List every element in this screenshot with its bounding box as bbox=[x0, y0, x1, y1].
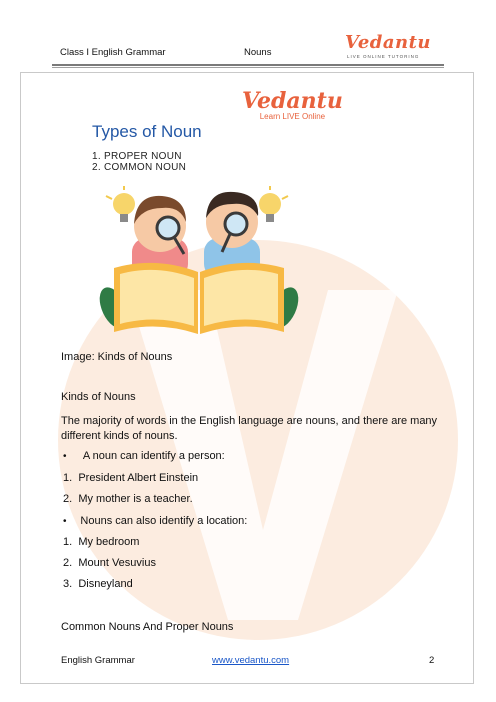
list-text: President Albert Einstein bbox=[78, 472, 199, 484]
lightbulb-icon-right bbox=[259, 186, 288, 222]
lightbulb-icon-left bbox=[106, 186, 135, 222]
header-topic: Nouns bbox=[244, 47, 272, 58]
bullet-item bbox=[63, 515, 247, 527]
bullet-item bbox=[63, 450, 225, 462]
bullet-icon: • bbox=[63, 451, 81, 462]
page-number: 2 bbox=[429, 655, 435, 666]
list-item bbox=[63, 578, 133, 590]
list-text: Disneyland bbox=[78, 578, 133, 590]
list-number: 2. bbox=[63, 557, 73, 569]
header-logo bbox=[345, 32, 432, 59]
list-item bbox=[63, 472, 198, 484]
section-heading-common-proper: Common Nouns And Proper Nouns bbox=[61, 621, 234, 633]
intro-paragraph: The majority of words in the English language are nouns, and there are many different kinds of nouns. bbox=[61, 415, 438, 442]
list-text: My bedroom bbox=[78, 536, 140, 548]
list-text: My mother is a teacher. bbox=[78, 493, 193, 505]
footer-link[interactable]: www.vedantu.com bbox=[212, 655, 290, 666]
list-number: 1. bbox=[63, 472, 73, 484]
footer-left: English Grammar bbox=[61, 655, 135, 666]
section-heading-kinds: Kinds of Nouns bbox=[61, 391, 136, 403]
list-number: 1. bbox=[63, 536, 73, 548]
illustration-title: Types of Noun bbox=[92, 122, 202, 141]
list-item bbox=[63, 493, 193, 505]
image-caption: Image: Kinds of Nouns bbox=[61, 351, 173, 363]
list-number: 3. bbox=[63, 578, 73, 590]
list-text: Mount Vesuvius bbox=[78, 557, 156, 569]
bullet-text: Nouns can also identify a location: bbox=[80, 515, 248, 527]
list-number: 2. bbox=[63, 493, 73, 505]
list-item bbox=[63, 557, 156, 569]
header-rule bbox=[52, 64, 444, 66]
illustration-logo bbox=[242, 88, 343, 121]
illustration-line-1: 1. PROPER NOUN bbox=[92, 151, 182, 162]
illustration-line-2: 2. COMMON NOUN bbox=[92, 162, 187, 173]
bullet-text: A noun can identify a person: bbox=[80, 450, 225, 462]
bullet-icon: • bbox=[63, 516, 81, 527]
illustration-logo-text: Vedantu bbox=[242, 88, 343, 114]
illustration-logo-sub: Learn LIVE Online bbox=[259, 112, 326, 121]
header-logo-text: Vedantu bbox=[345, 32, 432, 53]
list-item bbox=[63, 536, 139, 548]
header-logo-tagline: LIVE ONLINE TUTORING bbox=[347, 54, 420, 59]
header-title: Class I English Grammar bbox=[60, 47, 166, 58]
open-book bbox=[114, 263, 284, 334]
header-rule-thin bbox=[52, 67, 444, 68]
